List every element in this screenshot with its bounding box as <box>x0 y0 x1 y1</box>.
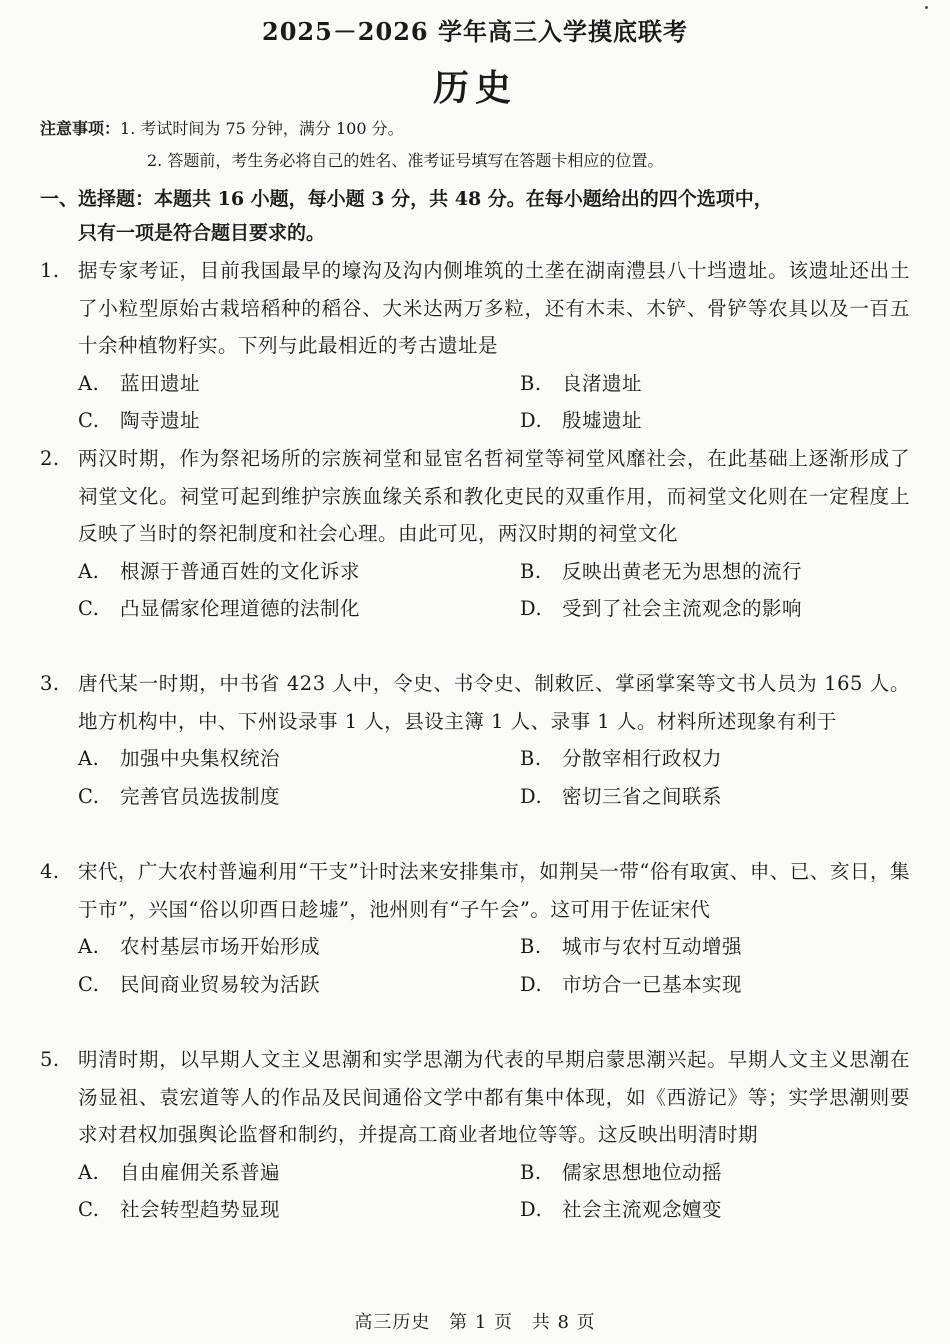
section-heading <box>40 182 915 250</box>
option-c: C. 民间商业贸易较为活跃 <box>78 972 321 996</box>
question-stem: 唐代某一时期，中书省 423 人中，令史、书令史、制敕匠、掌函掌案等文书人员为 165 人。地方机构中，中、下州设录事 1 人，县设主簿 1 人、录事 1 人。材料所述现象有利于 <box>78 672 910 733</box>
question-1 <box>40 252 910 440</box>
option-b: B. 儒家思想地位动摇 <box>520 1160 723 1184</box>
option-d: D. 密切三省之间联系 <box>520 784 723 808</box>
option-a: A. 农村基层市场开始形成 <box>78 935 321 958</box>
option-c: C. 凸显儒家伦理道德的法制化 <box>78 597 361 620</box>
question-options <box>40 1154 910 1229</box>
page-footer <box>0 1308 950 1334</box>
section-line-2: 只有一项是符合题目要求的。 <box>78 222 326 244</box>
option-b: B. 良渚遗址 <box>520 371 643 395</box>
question-stem: 宋代，广大农村普遍利用“干支”计时法来安排集市，如荆吴一带“俗有取寅、申、已、亥日，集于市”，兴国“俗以卯酉日趁墟”，池州则有“子午会”。这可用于佐证宋代 <box>78 860 910 921</box>
question-number: 4. <box>40 860 60 883</box>
notice-line-1 <box>40 116 920 139</box>
option-c: C. 完善官员选拔制度 <box>78 784 281 808</box>
option-d: D. 受到了社会主流观念的影响 <box>520 597 803 620</box>
question-options <box>40 365 910 440</box>
footer-subject: 高三历史 <box>354 1312 431 1333</box>
question-stem: 明清时期，以早期人文主义思潮和实学思潮为代表的早期启蒙思潮兴起。早期人文主义思潮在汤显祖、袁宏道等人的作品及民间通俗文学中都有集中体现，如《西游记》等；实学思潮则要求对君权加强舆论监督和制约，并提高工商业者地位等等。这反映出明清时期 <box>78 1048 910 1146</box>
question-options <box>40 928 910 1003</box>
question-number: 1. <box>40 259 60 282</box>
exam-title: 2025－2026 学年高三入学摸底联考 <box>262 17 688 46</box>
question-5 <box>40 1041 910 1229</box>
question-number: 2. <box>40 447 60 470</box>
option-b: B. 分散宰相行政权力 <box>520 747 723 770</box>
option-c: C. 社会转型趋势显现 <box>78 1198 281 1221</box>
question-number: 5. <box>40 1048 60 1071</box>
question-4 <box>40 853 910 1003</box>
option-b: B. 反映出黄老无为思想的流行 <box>520 559 803 583</box>
option-a: A. 蓝田遗址 <box>78 371 201 395</box>
subject-title: 历史 <box>432 67 517 109</box>
question-2 <box>40 440 910 628</box>
question-3 <box>40 665 910 815</box>
footer-page-number: 第 1 页 <box>449 1312 513 1333</box>
section-line-1: 一、选择题：本题共 16 小题，每小题 3 分，共 48 分。在每小题给出的四个选项中， <box>40 188 773 210</box>
notice-line-2 <box>147 148 950 171</box>
option-a: A. 根源于普通百姓的文化诉求 <box>78 559 361 583</box>
question-stem: 据专家考证，目前我国最早的壕沟及沟内侧堆筑的土垄在湖南澧县八十垱遗址。该遗址还出土了小粒型原始古栽培稻种的稻谷、大米达两万多粒，还有木耒、木铲、骨铲等农具以及一百五十余种植物籽实。下列与此最相近的考古遗址是 <box>78 259 910 357</box>
question-number: 3. <box>40 672 60 695</box>
option-c: C. 陶寺遗址 <box>78 409 201 432</box>
option-d: D. 社会主流观念嬗变 <box>520 1198 723 1221</box>
option-a: A. 加强中央集权统治 <box>78 747 281 770</box>
notice-item-2: 2. 答题前，考生务必将自己的姓名、准考证号填写在答题卡相应的位置。 <box>147 151 664 170</box>
notice-item-1: 1. 考试时间为 75 分钟，满分 100 分。 <box>120 119 404 138</box>
option-a: A. 自由雇佣关系普遍 <box>78 1160 281 1184</box>
notice-label: 注意事项： <box>40 119 121 138</box>
scan-dot <box>925 6 928 9</box>
question-options <box>40 740 910 815</box>
question-stem: 两汉时期，作为祭祀场所的宗族祠堂和显宦名哲祠堂等祠堂风靡社会，在此基础上逐渐形成了祠堂文化。祠堂可起到维护宗族血缘关系和教化吏民的双重作用，而祠堂文化则在一定程度上反映了当时的祭祀制度和社会心理。由此可见，两汉时期的祠堂文化 <box>78 447 910 545</box>
option-d: D. 市坊合一已基本实现 <box>520 972 743 996</box>
option-b: B. 城市与农村互动增强 <box>520 935 743 958</box>
option-d: D. 殷墟遗址 <box>520 409 643 432</box>
footer-page-total: 共 8 页 <box>531 1312 596 1333</box>
question-options <box>40 553 910 628</box>
